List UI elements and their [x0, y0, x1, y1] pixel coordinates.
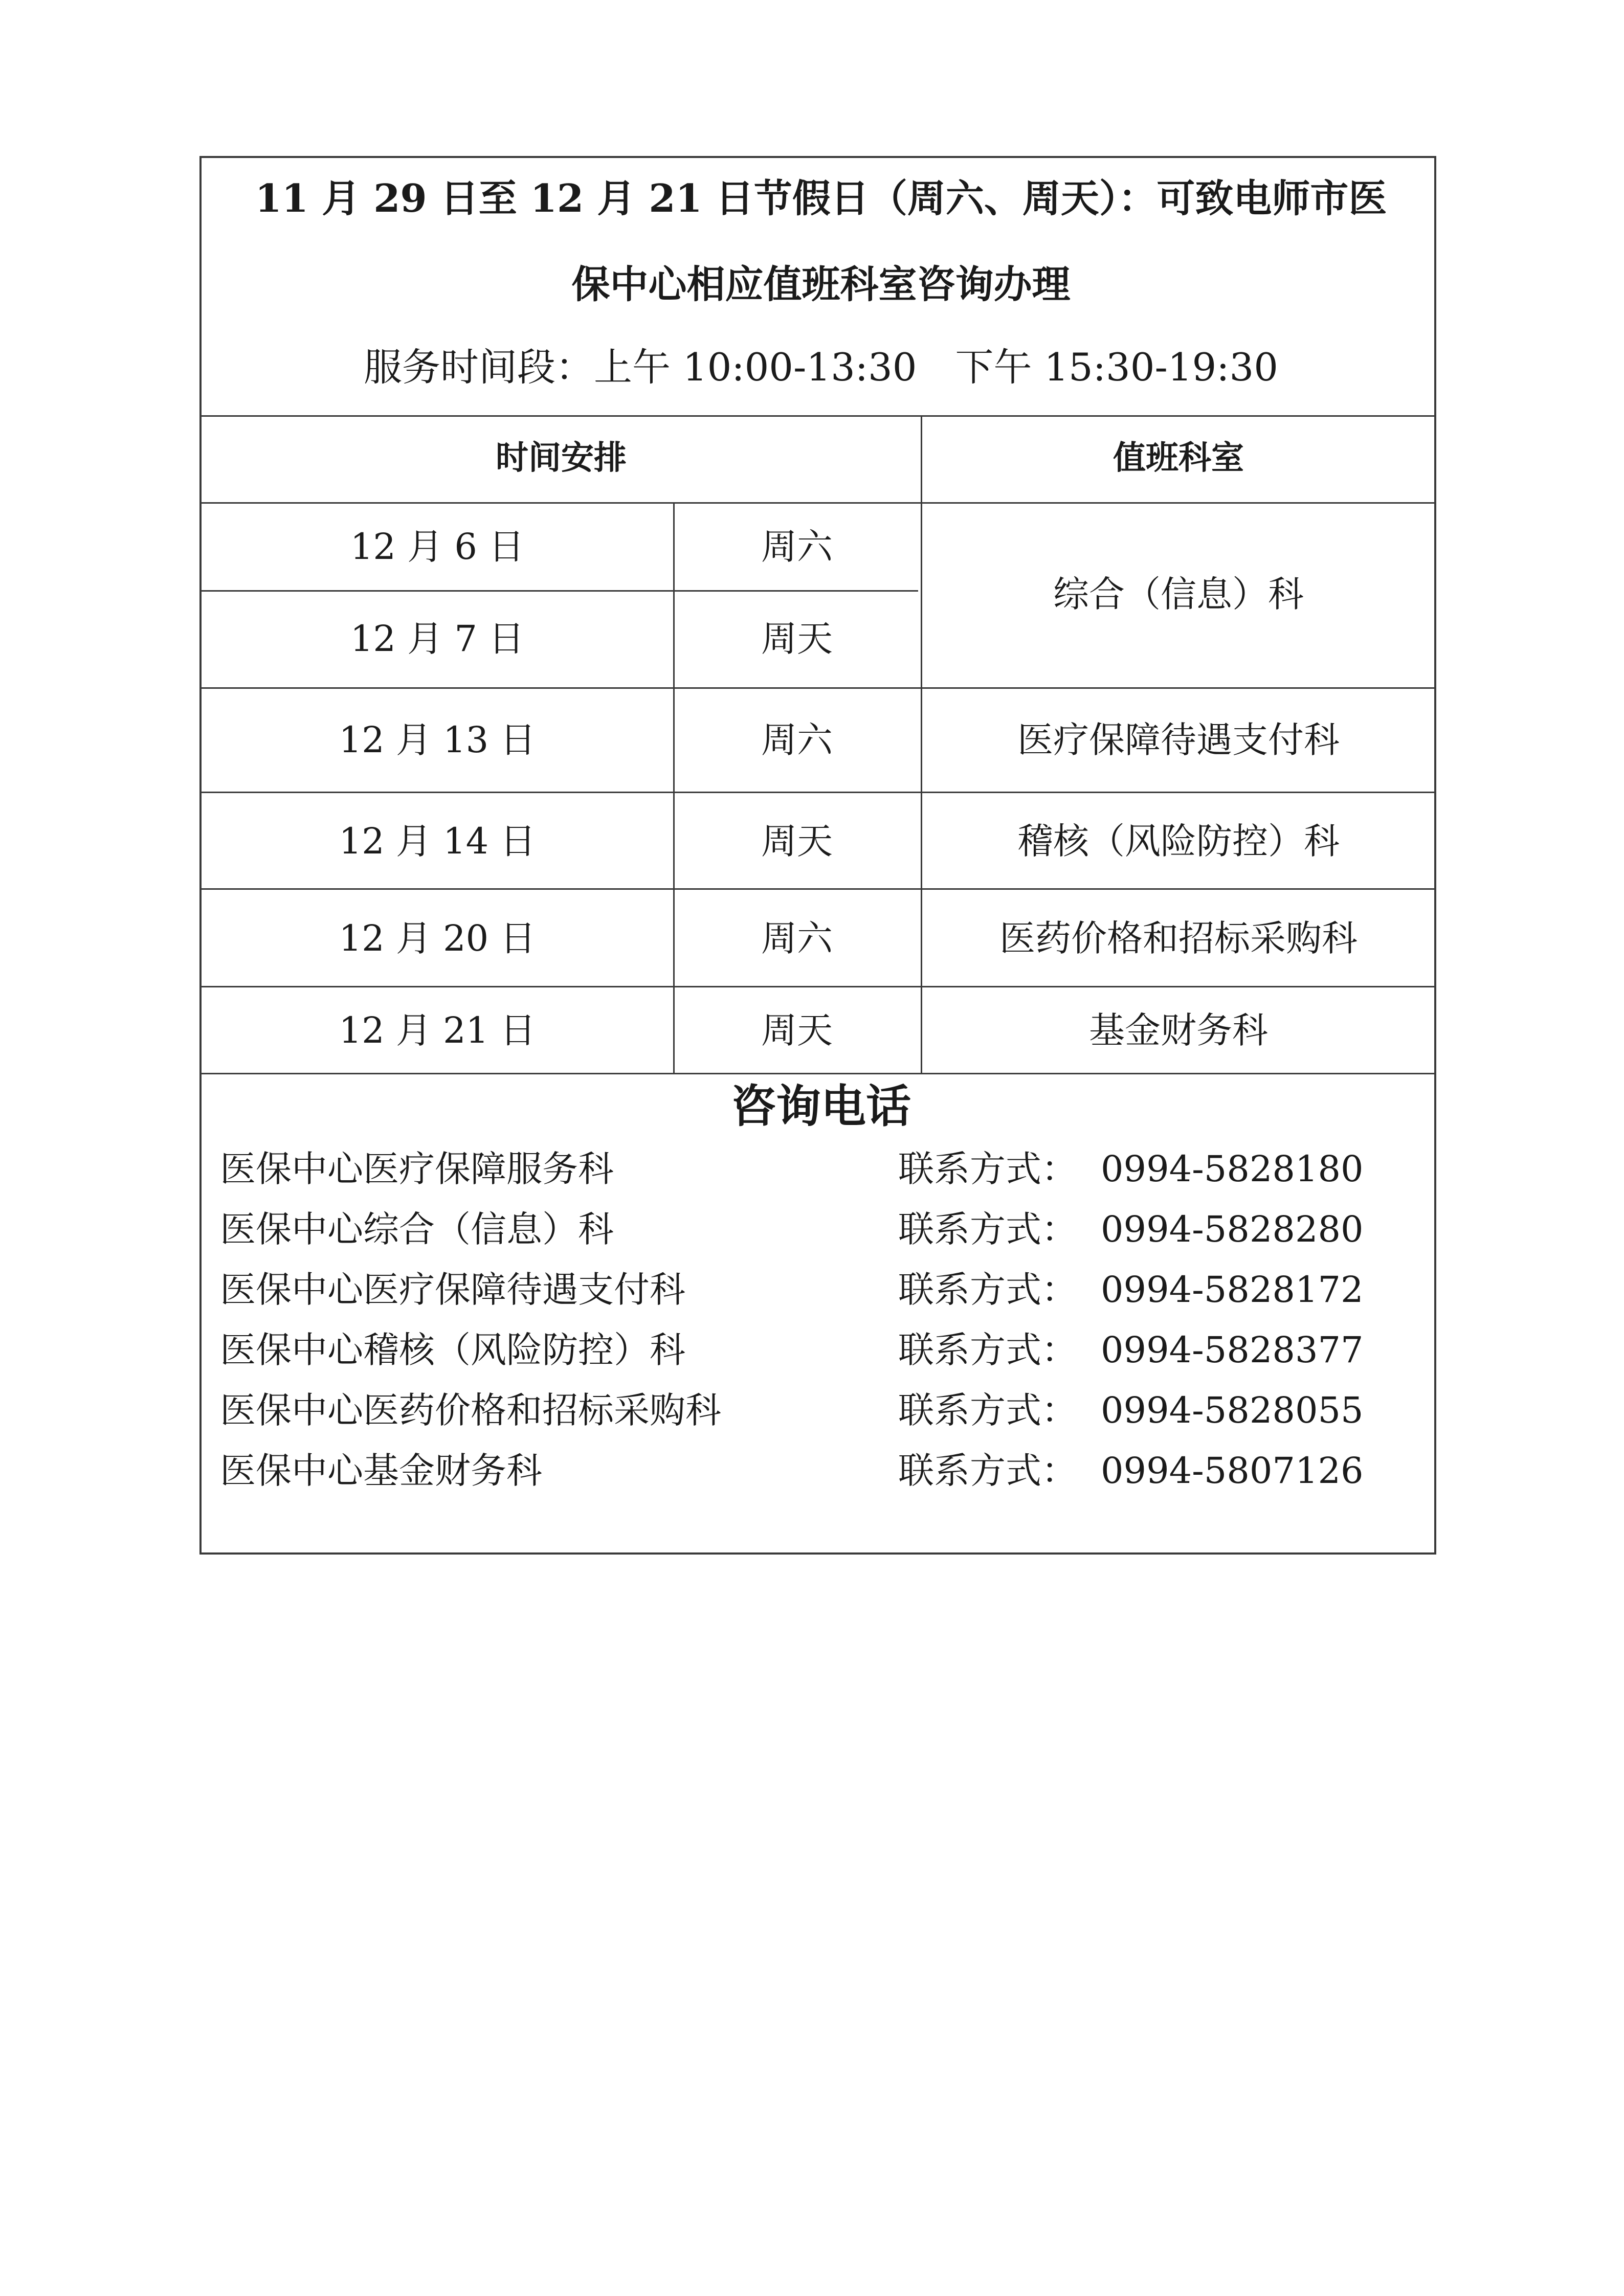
- contact-2-name: 医保中心综合（信息）科: [220, 1208, 614, 1250]
- col-header-time: 时间安排: [496, 439, 627, 477]
- table-bottom-border: [202, 1073, 1434, 1074]
- row-border-1: [202, 590, 918, 592]
- row-4-day: 周天: [761, 820, 833, 862]
- row-3-day: 周六: [761, 719, 833, 761]
- contact-6-phone: 0994-5807126: [1101, 1450, 1364, 1492]
- contact-6-label: 联系方式：: [898, 1450, 1077, 1492]
- duty-schedule-document: [199, 156, 1436, 1555]
- row-border-5: [202, 986, 1434, 987]
- row-border-2: [202, 687, 1434, 689]
- row-2-date: 12 月 7 日: [350, 618, 525, 660]
- row-1-2-dept: 综合（信息）科: [1053, 573, 1304, 615]
- row-5-day: 周六: [761, 917, 833, 959]
- table-top-border: [202, 415, 1434, 417]
- contact-1-phone: 0994-5828180: [1101, 1148, 1364, 1190]
- row-border-4: [202, 888, 1434, 890]
- row-border-3: [202, 792, 1434, 793]
- contact-3-label: 联系方式：: [898, 1269, 1077, 1311]
- contact-4-label: 联系方式：: [898, 1329, 1077, 1371]
- header-line-1: 11 月 29 日至 12 月 21 日节假日（周六、周天）：可致电师市医: [255, 176, 1387, 221]
- contact-2-label: 联系方式：: [898, 1208, 1077, 1250]
- row-6-dept: 基金财务科: [1089, 1009, 1268, 1051]
- header-line-2: 保中心相应值班科室咨询办理: [571, 262, 1071, 307]
- contacts-title: 咨询电话: [730, 1079, 911, 1133]
- row-4-dept: 稽核（风险防控）科: [1017, 820, 1340, 862]
- row-6-day: 周天: [761, 1009, 833, 1051]
- contact-1-label: 联系方式：: [898, 1148, 1077, 1190]
- row-1-date: 12 月 6 日: [350, 526, 525, 568]
- row-4-date: 12 月 14 日: [339, 820, 536, 862]
- contact-3-name: 医保中心医疗保障待遇支付科: [220, 1269, 685, 1311]
- dept-column-divider: [921, 415, 922, 1073]
- service-hours: 服务时间段：上午 10:00-13:30 下午 15:30-19:30: [364, 345, 1278, 390]
- contact-3-phone: 0994-5828172: [1101, 1269, 1364, 1311]
- row-5-date: 12 月 20 日: [339, 917, 536, 959]
- header-row-border: [202, 502, 1434, 504]
- col-header-dept: 值班科室: [1113, 439, 1244, 477]
- contact-5-name: 医保中心医药价格和招标采购科: [220, 1389, 721, 1431]
- contact-4-phone: 0994-5828377: [1101, 1329, 1364, 1371]
- contact-1-name: 医保中心医疗保障服务科: [220, 1148, 614, 1190]
- contact-5-phone: 0994-5828055: [1101, 1389, 1364, 1431]
- row-1-day: 周六: [761, 526, 833, 568]
- row-3-date: 12 月 13 日: [339, 719, 536, 761]
- day-column-divider: [673, 502, 675, 1073]
- contact-2-phone: 0994-5828280: [1101, 1208, 1364, 1250]
- row-3-dept: 医疗保障待遇支付科: [1017, 719, 1340, 761]
- row-6-date: 12 月 21 日: [339, 1009, 536, 1051]
- row-2-day: 周天: [761, 618, 833, 660]
- contact-6-name: 医保中心基金财务科: [220, 1450, 542, 1492]
- contact-4-name: 医保中心稽核（风险防控）科: [220, 1329, 685, 1371]
- row-5-dept: 医药价格和招标采购科: [999, 917, 1358, 959]
- contact-5-label: 联系方式：: [898, 1389, 1077, 1431]
